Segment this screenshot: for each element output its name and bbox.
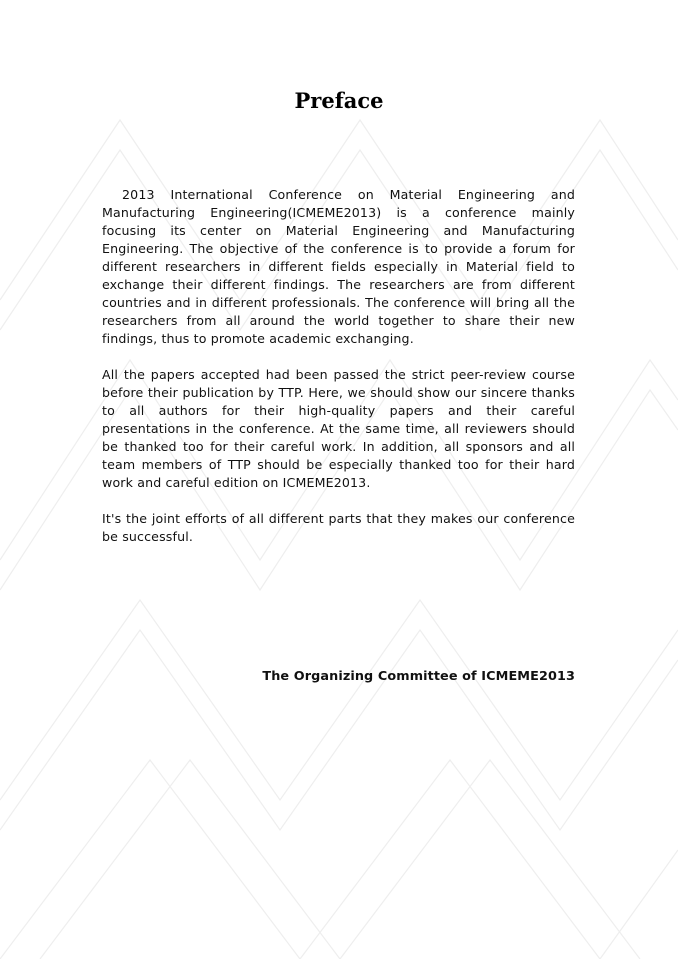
paragraph-closing: It's the joint efforts of all different parts that they makes our conference be successful. xyxy=(102,511,575,544)
preface-body xyxy=(102,186,575,564)
paragraph-acknowledgements: All the papers accepted had been passed the strict peer-review course before their publication by TTP. Here, we should show our sincere thanks to all authors for their high-quality papers and their careful presentations in the conference. At the same time, all reviewers should be thanked too for their careful work. In addition, all sponsors and all team members of TTP should be especially thanked too for their hard work and careful edition on ICMEME2013. xyxy=(102,367,575,490)
paragraph-intro: 2013 International Conference on Material Engineering and Manufacturing Engineering(ICMEME2013) is a conference mainly focusing its center on Material Engineering and Manufacturing Engineering. The objective of the conference is to provide a forum for different researchers in different fields especially in Material field to exchange their different findings. The researchers are from different countries and in different professionals. The conference will bring all the researchers from all around the world together to share their new findings, thus to promote academic exchanging. xyxy=(102,187,575,346)
signature: The Organizing Committee of ICMEME2013 xyxy=(262,669,575,684)
page-title: Preface xyxy=(294,88,384,113)
